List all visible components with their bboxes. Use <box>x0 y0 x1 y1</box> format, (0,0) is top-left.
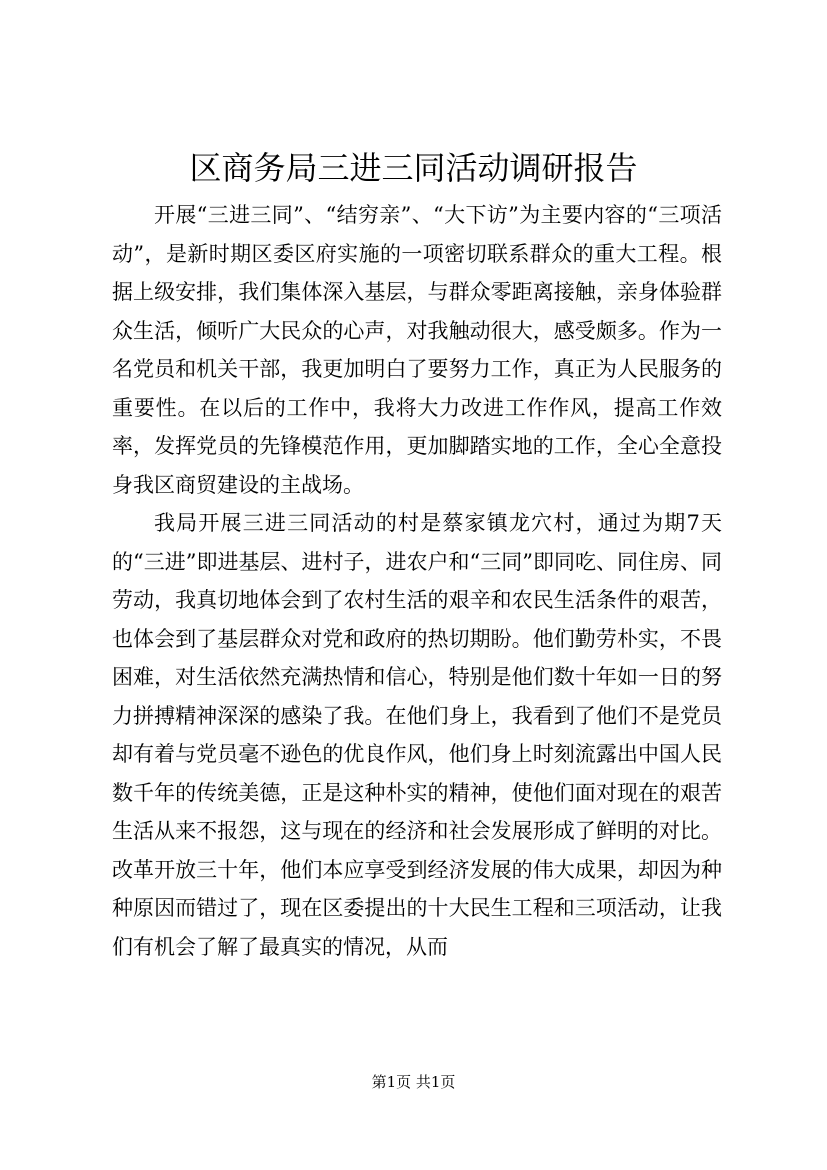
document-body <box>112 196 722 966</box>
paragraph-1: 开展“三进三同”、“结穷亲”、“大下访”为主要内容的“三项活动”，是新时期区委区府实施的一项密切联系群众的重大工程。根据上级安排，我们集体深入基层，与群众零距离接触，亲身体验群众生活，倾听广大民众的心声，对我触动很大，感受颇多。作为一名党员和机关干部，我更加明白了要努力工作，真正为人民服务的重要性。在以后的工作中，我将大力改进工作作风，提高工作效率，发挥党员的先锋模范作用，更加脚踏实地的工作，全心全意投身我区商贸建设的主战场。 <box>112 203 722 497</box>
paragraph-2: 我局开展三进三同活动的村是蔡家镇龙穴村，通过为期7天的“三进”即进基层、进村子，进农户和“三同”即同吃、同住房、同劳动，我真切地体会到了农村生活的艰辛和农民生活条件的艰苦，也体会到了基层群众对党和政府的热切期盼。他们勤劳朴实，不畏困难，对生活依然充满热情和信心，特别是他们数十年如一日的努力拼搏精神深深的感染了我。在他们身上，我看到了他们不是党员却有着与党员毫不逊色的优良作风，他们身上时刻流露出中国人民数千年的传统美德，正是这种朴实的精神，使他们面对现在的艰苦生活从来不报怨，这与现在的经济和社会发展形成了鲜明的对比。改革开放三十年，他们本应享受到经济发展的伟大成果，却因为种种原因而错过了，现在区委提出的十大民生工程和三项活动，让我们有机会了解了最真实的情况，从而 <box>112 511 722 959</box>
page-footer: 第1页 共1页 <box>371 1073 456 1091</box>
document-title: 区商务局三进三同活动调研报告 <box>189 149 638 187</box>
